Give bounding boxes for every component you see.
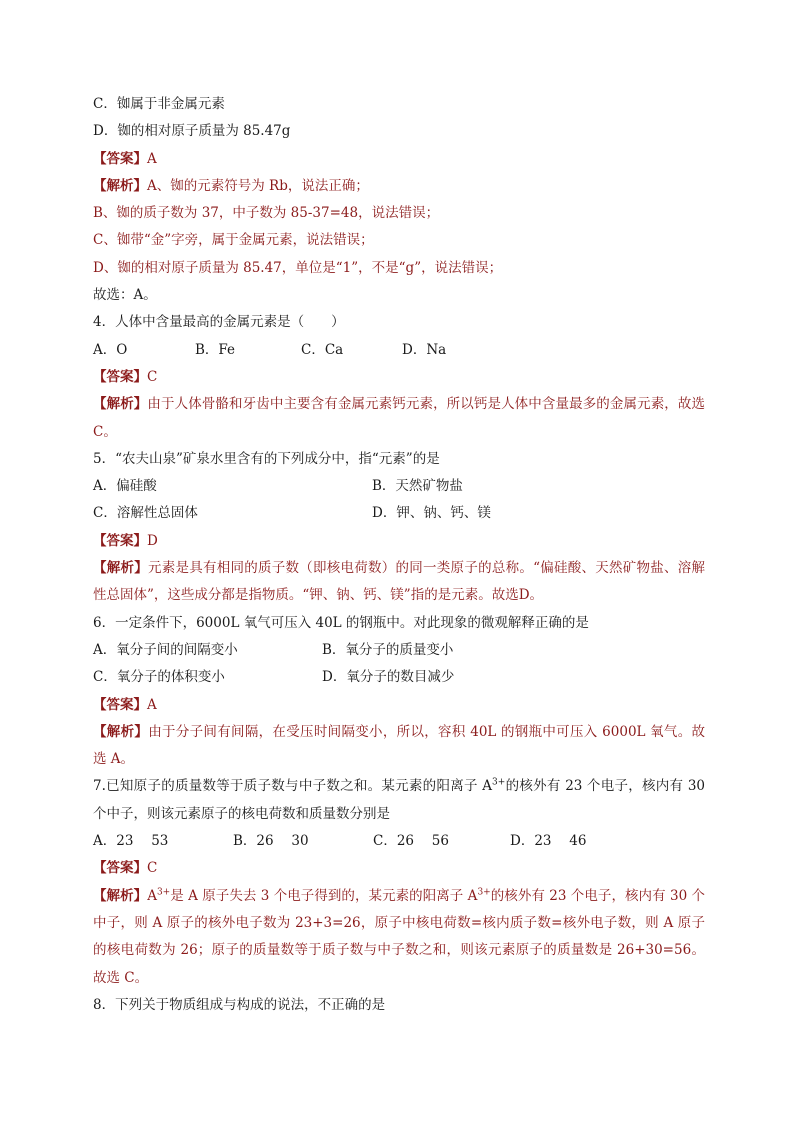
question-4-options xyxy=(93,337,705,364)
option-d: D．氧分子的数目减少 xyxy=(322,669,455,686)
answer-tag: 【答案】 xyxy=(93,860,147,877)
analysis-text: 的核外有 23 个电子，核内有 30 个中子，则 A 原子的核外电子数为 23+3=26，原子中核电荷数=核内质子数=核外电子数，则 A 原子的核电荷数为 26；原子的质量数等于质子数与中子数之和，则该元素原子的质量数是 26+30=56。故选 C。 xyxy=(93,887,705,986)
answer-line xyxy=(93,146,705,173)
option-d: D．23 46 xyxy=(510,833,587,850)
answer-line xyxy=(93,692,705,719)
answer-tag: 【答案】 xyxy=(93,368,147,385)
analysis-paragraph xyxy=(93,391,705,446)
analysis-paragraph xyxy=(93,719,705,774)
answer-value: C xyxy=(147,860,158,877)
question-5-options-row xyxy=(93,500,705,527)
answer-value: A xyxy=(147,696,157,713)
ion-charge: 3+ xyxy=(477,887,491,898)
analysis-tag: 【解析】 xyxy=(93,396,148,413)
answer-tag: 【答案】 xyxy=(93,696,147,713)
analysis-tag: 【解析】 xyxy=(93,887,148,904)
answer-line xyxy=(93,855,705,882)
answer-value: D xyxy=(147,532,158,549)
answer-tag: 【答案】 xyxy=(93,532,147,549)
option-b: B．Fe xyxy=(195,341,236,358)
question-6-stem: 6．一定条件下，6000L 氧气可压入 40L 的钢瓶中。对此现象的微观解释正确的是 xyxy=(93,614,589,631)
option-a: A．23 53 xyxy=(93,833,169,850)
answer-value: C xyxy=(147,368,158,385)
option-c: C．溶解性总固体 xyxy=(93,505,198,522)
option-c-line: C．铷属于非金属元素 xyxy=(93,96,225,112)
option-d: D．钾、钠、钙、镁 xyxy=(372,505,491,522)
answer-line xyxy=(93,364,705,391)
analysis-tag: 【解析】 xyxy=(93,560,149,577)
option-d: D．Na xyxy=(402,341,447,358)
option-b: B．氧分子的质量变小 xyxy=(322,641,454,658)
analysis-line xyxy=(93,173,705,200)
analysis-text: 由于分子间有间隔，在受压时间隔变小，所以，容积 40L 的钢瓶中可压入 6000L 氧气。故选 A。 xyxy=(93,723,706,768)
option-a: A．偏硅酸 xyxy=(93,478,157,495)
question-6-options-row xyxy=(93,637,705,664)
question-4-stem: 4．人体中含量最高的金属元素是（ ） xyxy=(93,314,345,331)
ion-charge: 3+ xyxy=(156,887,171,898)
analysis-text: 元素是具有相同的质子数（即核电荷数）的同一类原子的总称。“偏硅酸、天然矿物盐、溶解性总固体”，这些成分都是指物质。“钾、钠、钙、镁”指的是元素。故选D。 xyxy=(93,560,706,604)
question-6-options-row xyxy=(93,664,705,691)
option-c: C．氧分子的体积变小 xyxy=(93,669,225,686)
answer-value: A xyxy=(147,150,157,167)
option-a: A．O xyxy=(93,341,128,358)
analysis-tag: 【解析】 xyxy=(93,177,147,194)
analysis-paragraph xyxy=(93,883,705,992)
analysis-text: A xyxy=(147,887,157,904)
question-8-stem: 8．下列关于物质组成与构成的说法，不正确的是 xyxy=(93,996,386,1013)
option-b: B．天然矿物盐 xyxy=(372,478,463,495)
option-b: B．26 30 xyxy=(233,833,309,850)
stem-part: 的核外有 23 个电子，核内有 30 个中子，则该元素原子的核电荷数和质量数分别是 xyxy=(93,778,706,822)
analysis-text: A、铷的元素符号为 Rb，说法正确； xyxy=(147,177,369,194)
analysis-tag: 【解析】 xyxy=(93,723,149,740)
question-7-options xyxy=(93,828,705,855)
document-page xyxy=(93,91,705,1019)
option-d-line: D．铷的相对原子质量为 85.47g xyxy=(93,123,291,140)
option-c: C．26 56 xyxy=(373,833,449,850)
analysis-line: C、铷带“金”字旁，属于金属元素，说法错误； xyxy=(93,232,374,249)
conclusion-line: 故选：A。 xyxy=(93,287,157,304)
ion-charge: 3+ xyxy=(492,777,506,788)
question-5-stem: 5．“农夫山泉”矿泉水里含有的下列成分中，指“元素”的是 xyxy=(93,450,440,467)
option-a: A．氧分子间的间隔变小 xyxy=(93,641,238,658)
analysis-text: 是 A 原子失去 3 个电子得到的，某元素的阳离子 A xyxy=(170,887,478,904)
answer-tag: 【答案】 xyxy=(93,150,147,167)
analysis-line: B、铷的质子数为 37，中子数为 85-37=48，说法错误； xyxy=(93,205,440,222)
analysis-line: D、铷的相对原子质量为 85.47，单位是“1”，不是“g”，说法错误； xyxy=(93,259,503,276)
stem-part: 7.已知原子的质量数等于质子数与中子数之和。某元素的阳离子 A xyxy=(93,778,493,795)
question-5-options-row xyxy=(93,473,705,500)
option-c: C．Ca xyxy=(301,341,344,358)
analysis-text: 由于人体骨骼和牙齿中主要含有金属元素钙元素，所以钙是人体中含量最多的金属元素，故选 C。 xyxy=(93,396,706,440)
analysis-paragraph xyxy=(93,555,705,610)
question-7-stem xyxy=(93,773,705,828)
answer-line xyxy=(93,528,705,555)
